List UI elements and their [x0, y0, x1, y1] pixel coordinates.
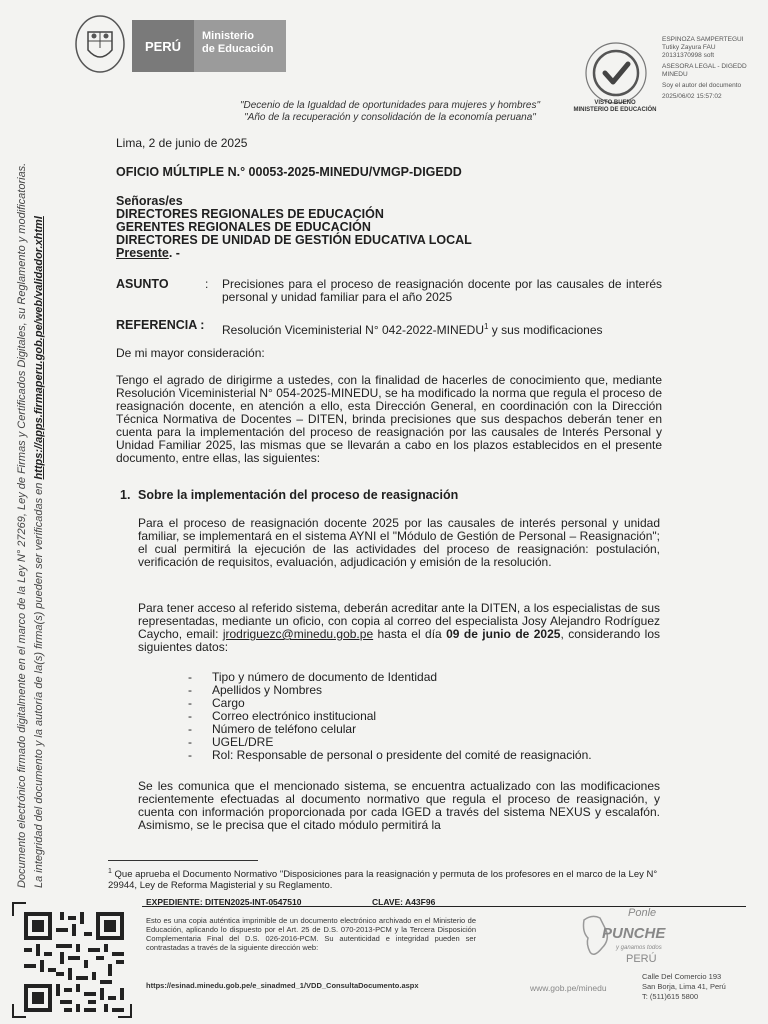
document-number: OFICIO MÚLTIPLE N.° 00053-2025-MINEDU/VMGP-DIGEDD: [116, 165, 462, 179]
year-motto: "Decenio de la Igualdad de oportunidades para mujeres y hombres" "Año de la recuperación y consolidación de la economía peruana": [239, 100, 541, 123]
list-item: - Tipo y número de documento de Identidad: [188, 671, 648, 684]
list-item: - Rol: Responsable de personal o presidente del comité de reasignación.: [188, 749, 648, 762]
ministry-label: Ministerio de Educación: [194, 20, 286, 72]
qr-code-icon[interactable]: [20, 908, 128, 1016]
country-label: PERÚ: [132, 20, 194, 72]
approval-seal-icon: [578, 38, 654, 108]
required-data-list: [188, 671, 648, 762]
place-date: Lima, 2 de junio de 2025: [116, 136, 248, 150]
reference-text: Resolución Viceministerial N° 042-2022-MINEDU$^1$ y sus modificaciones: [222, 322, 603, 337]
svg-text:Ponle: Ponle: [628, 907, 657, 919]
paragraph-intro: Tengo el agrado de dirigirme a ustedes, con la finalidad de hacerles de conocimiento que, mediante Resolución Viceministerial N° 054-2025-MINEDU, se ha modificado la norma que regula el proceso de reasignación docente, en atención a ello, esta Dirección General, en coordinación con la Dirección Técnica Normativa de Docentes – DITEN, brinda precisiones que sus despachos deberán tener en cuenta para la implementación del proceso de reasignación por las causales de Interés Personal y Unidad Familiar 2025, las mismas que se llevarán a cabo en los plazos establecidos en el presente documento, entre ellas, las siguientes:: [116, 373, 662, 465]
list-item: - Correo electrónico institucional: [188, 710, 648, 723]
validator-link[interactable]: https://apps.firmaperu.gob.pe/web/validador.xhtml: [33, 216, 45, 480]
verification-key: CLAVE: A43F96: [372, 897, 436, 907]
greeting: De mi mayor consideración:: [116, 346, 265, 360]
list-item: - Apellidos y Nombres: [188, 684, 648, 697]
paragraph-ayni-module: Para el proceso de reasignación docente 2025 por las causales de interés personal y unidad familiar, se implementará en el sistema AYNI el "Módulo de Gestión de Personal – Reasignación"; el cual permitirá la ejecución de las actividades del proceso de reasignación: postulación, verificación de requisitos, evaluación, adjudicación y emisión de la resolución.: [138, 516, 660, 569]
reference-label: REFERENCIA :: [116, 318, 205, 332]
ministry-banner: [132, 20, 286, 72]
seal-caption: VISTO BUENO MINISTERIO DE EDUCACIÓN: [573, 100, 657, 113]
footnote-divider: [108, 860, 258, 861]
svg-text:PUNCHE: PUNCHE: [602, 925, 666, 942]
specialist-email-link[interactable]: jrodriguezc@minedu.gob.pe: [222, 627, 374, 641]
ministry-address: Calle Del Comercio 193 San Borja, Lima 41, Perú T: (511)615 5800: [642, 972, 726, 1001]
paragraph-access: Para tener acceso al referido sistema, deberán acreditar ante la DITEN, a los especialistas de sus representadas, mediante un oficio, con copia al correo del especialista Josy Alejandro Rodríguez Caycho, email: jrodriguezc@minedu.gob.pe hasta el día 09 de junio de 2025, considerando los siguientes datos:: [138, 601, 660, 654]
list-item: - UGEL/DRE: [188, 736, 648, 749]
subject-colon: :: [205, 277, 209, 291]
ministry-website: www.gob.pe/minedu: [530, 983, 607, 993]
verification-url-link[interactable]: https://esinad.minedu.gob.pe/e_sinadmed_1/VDD_ConsultaDocumento.aspx: [146, 981, 419, 990]
coat-of-arms-icon: [74, 14, 126, 74]
expediente-number: EXPEDIENTE: DITEN2025-INT-0547510: [146, 897, 302, 907]
paragraph-system-update: Se les comunica que el mencionado sistema, se encuentra actualizado con las modificaciones recientemente efectuadas al documento normativo que regula el proceso de reasignación, y cuenta con información proporcionada por cada IGED a través del sistema NEXUS y escalafón. Asimismo, se le precisa que el citado módulo permitirá la: [138, 779, 660, 832]
digital-signature-block: ESPINOZA SAMPERTEGUI Tutiky Zayura FAU 20131370998 soft ASESORA LEGAL - DIGEDD MINEDU Soy el autor del documento 2025/06/02 15:57:02: [662, 36, 747, 100]
section-title: Sobre la implementación del proceso de reasignación: [138, 488, 459, 502]
signature-validation-note: Documento electrónico firmado digitalmente en el marco de la Ley N° 27269, Ley de Firmas y Certificados Digitales, su Reglamento y modificatorias. La integridad del documento y la autoría de la(s) firma(s) pueden ser verificadas en https://apps.firmaperu.gob.pe/web/validador.xhtml: [16, 162, 45, 888]
authenticity-note: Esto es una copia auténtica imprimible de un documento electrónico archivado en el Ministerio de Educación, aplicando lo dispuesto por el Art. 25 de D.S. 070-2013-PCM y la Tercera Disposición Complementaria Final del D.S. 026-2016-PCM. Su autenticidad e integridad pueden ser contrastadas a través de la siguiente dirección web:: [146, 916, 476, 952]
list-item: - Cargo: [188, 697, 648, 710]
subject-label: ASUNTO: [116, 277, 169, 291]
subject-text: Precisiones para el proceso de reasignación docente por las causales de interés personal y unidad familiar para el año 2025: [222, 277, 662, 304]
ponle-punche-logo: [578, 902, 678, 968]
recipients: Señoras/es DIRECTORES REGIONALES DE EDUCACIÓN GERENTES REGIONALES DE EDUCACIÓN DIRECTORES DE UNIDAD DE GESTIÓN EDUCATIVA LOCAL Presente. -: [116, 194, 472, 260]
svg-text:y ganamos todos: y ganamos todos: [616, 945, 662, 951]
list-item: - Número de teléfono celular: [188, 723, 648, 736]
svg-text:PERÚ: PERÚ: [626, 953, 657, 965]
section-number: 1.: [120, 488, 131, 502]
footnote: $^1$ Que aprueba el Documento Normativo "Disposiciones para la reasignación y permuta de los profesores en el marco de la Ley N° 29944, Ley de Reforma Magisterial y su Reglamento.: [108, 868, 658, 892]
